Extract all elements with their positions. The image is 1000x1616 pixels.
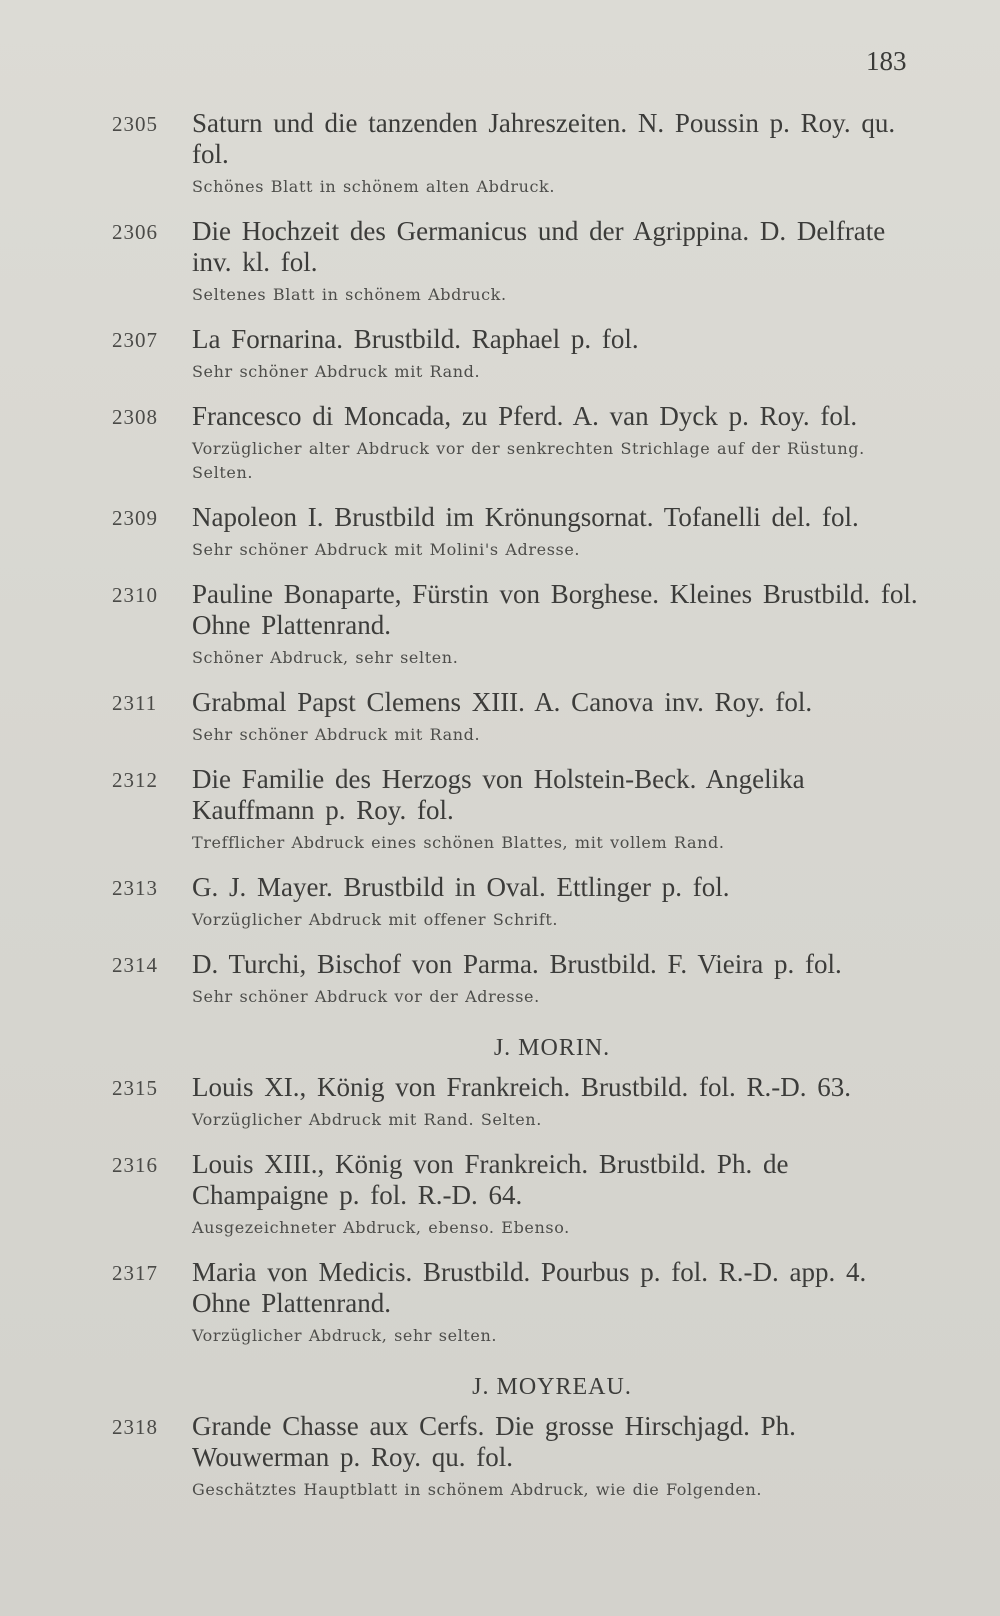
entry-note: Geschätztes Hauptblatt in schönem Abdruck, wie die Folgenden.: [192, 1480, 763, 1499]
entry-number: 2311: [112, 691, 158, 715]
entry-title: Louis XI., König von Frankreich. Brustbild. fol. R.-D. 63.: [192, 1072, 851, 1102]
catalog-entry: [112, 324, 932, 384]
entry-number: 2314: [112, 953, 158, 977]
catalog-entry: [112, 872, 932, 932]
catalog-entry: [112, 949, 932, 1009]
entry-note: Vorzüglicher Abdruck mit offener Schrift.: [192, 910, 559, 929]
entry-group-moyreau: [112, 1411, 932, 1502]
entry-number: 2309: [112, 506, 158, 530]
catalog-entry: [112, 216, 932, 307]
catalog-entry: [112, 502, 932, 562]
entry-number: 2315: [112, 1076, 158, 1100]
entry-number: 2318: [112, 1415, 158, 1439]
entry-note: Vorzüglicher alter Abdruck vor der senkrechten Strichlage auf der Rüstung. Selten.: [192, 439, 865, 482]
entry-title: Die Hochzeit des Germanicus und der Agrippina. D. Delfrate inv. kl. fol.: [192, 216, 886, 277]
entry-note: Sehr schöner Abdruck mit Molini's Adresse.: [192, 540, 581, 559]
entry-title: D. Turchi, Bischof von Parma. Brustbild. F. Vieira p. fol.: [192, 949, 842, 979]
entry-note: Vorzüglicher Abdruck, sehr selten.: [192, 1326, 498, 1345]
entry-number: 2313: [112, 876, 158, 900]
entry-number: 2305: [112, 112, 158, 136]
entry-title: Maria von Medicis. Brustbild. Pourbus p. fol. R.-D. app. 4. Ohne Plattenrand.: [192, 1257, 867, 1318]
catalog-entry: [112, 764, 932, 855]
entry-title: Louis XIII., König von Frankreich. Brustbild. Ph. de Champaigne p. fol. R.-D. 64.: [192, 1149, 789, 1210]
entry-note: Seltenes Blatt in schönem Abdruck.: [192, 285, 507, 304]
catalog-entry: [112, 1257, 932, 1348]
entry-note: Schönes Blatt in schönem alten Abdruck.: [192, 177, 556, 196]
entry-title: Francesco di Moncada, zu Pferd. A. van Dyck p. Roy. fol.: [192, 401, 858, 431]
entry-title: Grabmal Papst Clemens XIII. A. Canova inv. Roy. fol.: [192, 687, 813, 717]
entry-number: 2312: [112, 768, 158, 792]
entry-title: Grande Chasse aux Cerfs. Die grosse Hirschjagd. Ph. Wouwerman p. Roy. qu. fol.: [192, 1411, 796, 1472]
entry-group-morin: [112, 1072, 932, 1348]
catalog-entries: [112, 108, 932, 1519]
catalog-entry: [112, 687, 932, 747]
catalog-entry: [112, 1411, 932, 1502]
catalog-entry: [112, 579, 932, 670]
entry-note: Sehr schöner Abdruck mit Rand.: [192, 725, 481, 744]
entry-number: 2317: [112, 1261, 158, 1285]
entry-number: 2316: [112, 1153, 158, 1177]
entry-note: Ausgezeichneter Abdruck, ebenso. Ebenso.: [192, 1218, 570, 1237]
entry-note: Sehr schöner Abdruck vor der Adresse.: [192, 987, 540, 1006]
entry-title: Pauline Bonaparte, Fürstin von Borghese. Kleines Brustbild. fol. Ohne Plattenrand.: [192, 579, 918, 640]
entry-title: Die Familie des Herzogs von Holstein-Beck. Angelika Kauffmann p. Roy. fol.: [192, 764, 805, 825]
page-number: 183: [866, 46, 907, 76]
entry-title: Saturn und die tanzenden Jahreszeiten. N. Poussin p. Roy. qu. fol.: [192, 108, 896, 169]
catalog-entry: [112, 401, 932, 485]
catalog-entry: [112, 108, 932, 199]
section-heading-morin: J. MORIN.: [493, 1035, 611, 1061]
entry-note: Trefflicher Abdruck eines schönen Blattes, mit vollem Rand.: [192, 833, 725, 852]
entry-note: Vorzüglicher Abdruck mit Rand. Selten.: [192, 1110, 542, 1129]
entry-title: Napoleon I. Brustbild im Krönungsornat. Tofanelli del. fol.: [192, 502, 859, 532]
entry-title: La Fornarina. Brustbild. Raphael p. fol.: [192, 324, 639, 354]
entry-number: 2306: [112, 220, 158, 244]
entry-number: 2310: [112, 583, 158, 607]
entry-number: 2307: [112, 328, 158, 352]
section-heading-moyreau: J. MOYREAU.: [472, 1374, 632, 1400]
catalog-entry: [112, 1072, 932, 1132]
catalog-entry: [112, 1149, 932, 1240]
entry-group-untitled: [112, 108, 932, 1009]
entry-note: Sehr schöner Abdruck mit Rand.: [192, 362, 481, 381]
entry-title: G. J. Mayer. Brustbild in Oval. Ettlinger p. fol.: [192, 872, 730, 902]
entry-number: 2308: [112, 405, 158, 429]
entry-note: Schöner Abdruck, sehr selten.: [192, 648, 459, 667]
